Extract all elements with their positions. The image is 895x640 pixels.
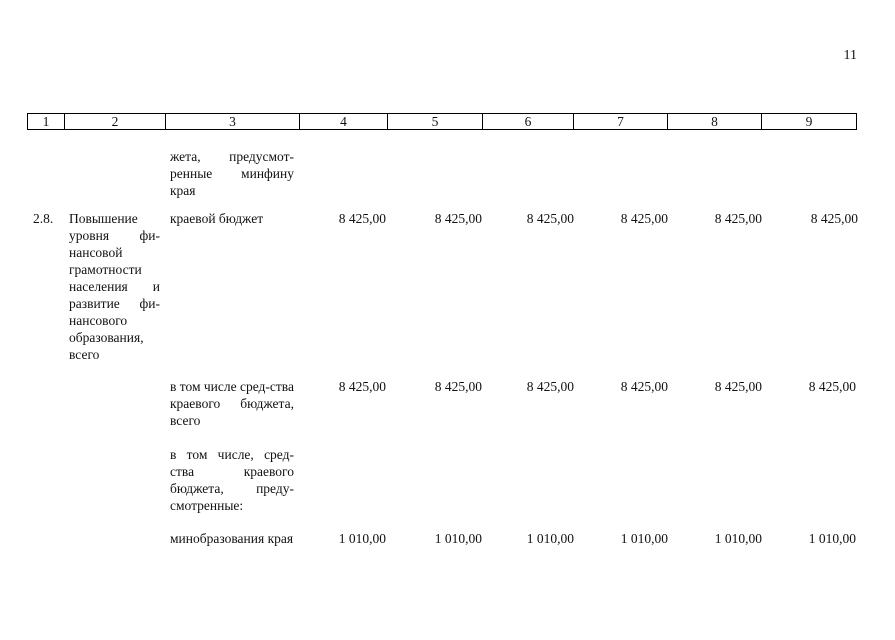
row-number: 2.8. — [33, 211, 54, 226]
value-col-8: 8 425,00 — [714, 379, 762, 394]
column-header-7: 7 — [574, 114, 668, 130]
column-header-6: 6 — [483, 114, 574, 130]
value-col-6: 1 010,00 — [526, 531, 574, 546]
page-number: 11 — [843, 48, 857, 63]
funding-source: в том числе, сред-ства краевого бюджета, преду-смотренные: — [170, 447, 294, 513]
column-header-1: 1 — [28, 114, 65, 130]
value-col-8: 8 425,00 — [714, 211, 762, 226]
funding-source: краевой бюджет — [170, 211, 264, 226]
value-col-5: 8 425,00 — [434, 379, 482, 394]
activity-name: Повышение уровня фи-нансовой грамотности населения и развитие фи-нансового образования, всего — [69, 211, 160, 362]
value-col-9: 1 010,00 — [808, 531, 856, 546]
column-header-2: 2 — [65, 114, 166, 130]
value-col-4: 1 010,00 — [338, 531, 386, 546]
value-col-5: 1 010,00 — [434, 531, 482, 546]
value-col-9: 8 425,00 — [810, 211, 858, 226]
value-col-5: 8 425,00 — [434, 211, 482, 226]
column-header-row — [28, 114, 857, 130]
funding-source: минобразования края — [170, 531, 294, 546]
column-header-4: 4 — [300, 114, 388, 130]
value-col-7: 8 425,00 — [620, 211, 668, 226]
funding-source: в том числе сред-ства краевого бюджета, всего — [170, 379, 294, 428]
value-col-7: 1 010,00 — [620, 531, 668, 546]
column-header-9: 9 — [762, 114, 857, 130]
column-header-table — [27, 113, 857, 130]
value-col-6: 8 425,00 — [526, 379, 574, 394]
value-col-6: 8 425,00 — [526, 211, 574, 226]
value-col-7: 8 425,00 — [620, 379, 668, 394]
value-col-4: 8 425,00 — [338, 211, 386, 226]
value-col-8: 1 010,00 — [714, 531, 762, 546]
column-header-5: 5 — [388, 114, 483, 130]
column-header-3: 3 — [166, 114, 300, 130]
funding-source-continuation: жета, предусмот-ренные минфину края — [170, 149, 294, 198]
value-col-4: 8 425,00 — [338, 379, 386, 394]
column-header-8: 8 — [668, 114, 762, 130]
value-col-9: 8 425,00 — [808, 379, 856, 394]
